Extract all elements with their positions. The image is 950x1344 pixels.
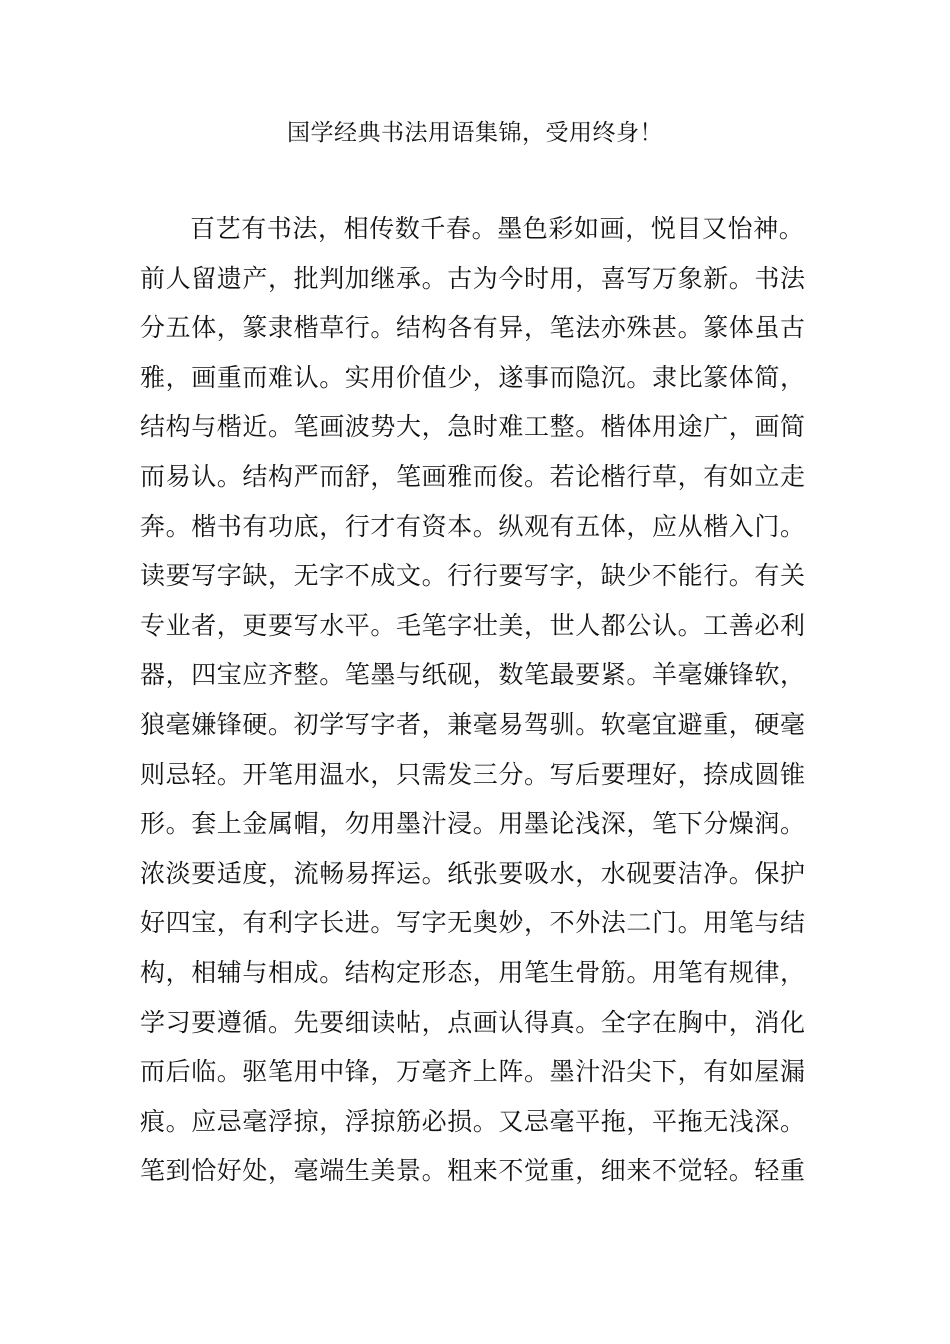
body-line: 分五体，篆隶楷草行。结构各有异，笔法亦殊甚。篆体虽古 xyxy=(140,313,806,343)
body-line: 好四宝，有利字长进。写字无奥妙，不外法二门。用笔与结 xyxy=(140,908,806,938)
body-line: 器，四宝应齐整。笔墨与纸砚，数笔最要紧。羊毫嫌锋软， xyxy=(140,660,806,690)
body-line: 而后临。驱笔用中锋，万毫齐上阵。墨汁沿尖下，有如屋漏 xyxy=(140,1057,806,1087)
body-line: 雅，画重而难认。实用价值少，遂事而隐沉。隶比篆体简， xyxy=(140,362,806,392)
body-line: 专业者，更要写水平。毛笔字壮美，世人都公认。工善必利 xyxy=(140,610,806,640)
body-line: 而易认。结构严而舒，笔画雅而俊。若论楷行草，有如立走 xyxy=(140,461,806,491)
document-title: 国学经典书法用语集锦，受用终身！ xyxy=(287,120,663,146)
body-line: 结构与楷近。笔画波势大，急时难工整。楷体用途广，画简 xyxy=(140,412,806,442)
body-line: 则忌轻。开笔用温水，只需发三分。写后要理好，捺成圆锥 xyxy=(140,759,806,789)
body-line: 构，相辅与相成。结构定形态，用笔生骨筋。用笔有规律， xyxy=(140,957,806,987)
body-line: 痕。应忌毫浮掠，浮掠筋必损。又忌毫平拖，平拖无浅深。 xyxy=(140,1106,806,1136)
body-line: 形。套上金属帽，勿用墨汁浸。用墨论浅深，笔下分燥润。 xyxy=(140,809,806,839)
body-line: 前人留遗产，批判加继承。古为今时用，喜写万象新。书法 xyxy=(140,263,806,293)
body-line: 浓淡要适度，流畅易挥运。纸张要吸水，水砚要洁净。保护 xyxy=(140,858,806,888)
body-line: 笔到恰好处，毫端生美景。粗来不觉重，细来不觉轻。轻重 xyxy=(140,1156,806,1186)
document-body xyxy=(140,204,830,1196)
body-line: 奔。楷书有功底，行才有资本。纵观有五体，应从楷入门。 xyxy=(140,511,806,541)
body-line: 狼毫嫌锋硬。初学写字者，兼毫易驾驯。软毫宜避重，硬毫 xyxy=(140,709,806,739)
body-line: 百艺有书法，相传数千春。墨色彩如画，悦目又怡神。 xyxy=(190,214,805,243)
body-line: 学习要遵循。先要细读帖，点画认得真。全字在胸中，消化 xyxy=(140,1007,806,1037)
body-line: 读要写字缺，无字不成文。行行要写字，缺少不能行。有关 xyxy=(140,561,806,591)
